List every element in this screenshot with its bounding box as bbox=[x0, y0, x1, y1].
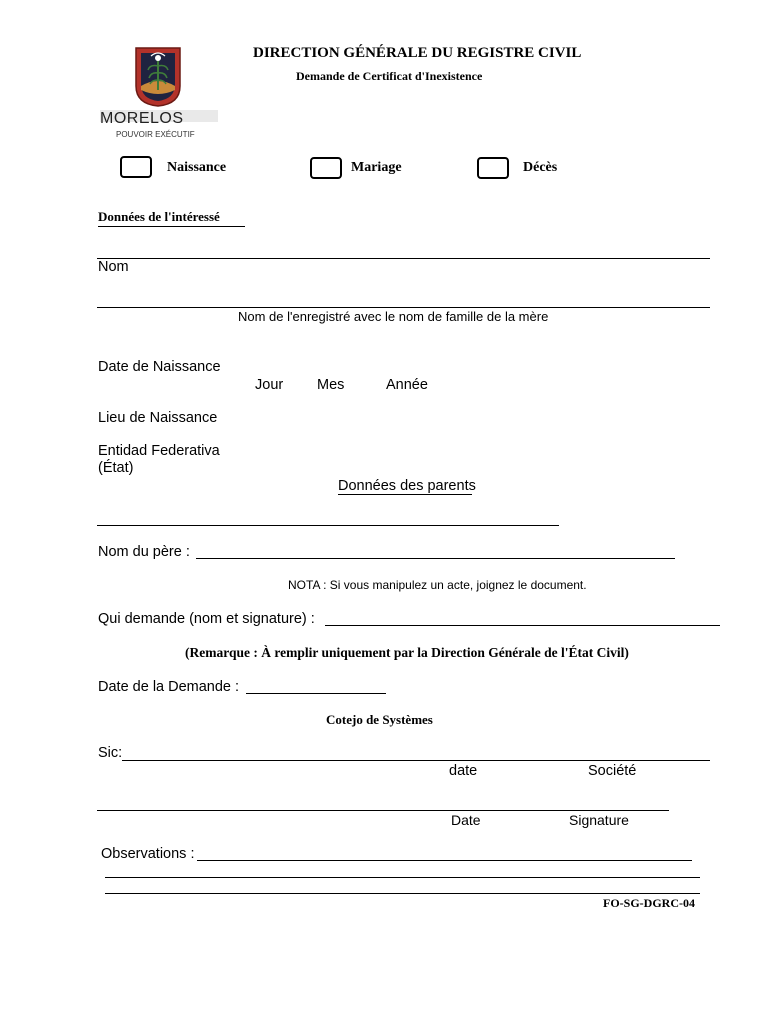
nom-mere-input-line[interactable] bbox=[97, 307, 710, 308]
page-subtitle: Demande de Certificat d'Inexistence bbox=[296, 69, 483, 83]
date-naissance-label: Date de Naissance bbox=[98, 359, 221, 375]
mariage-label: Mariage bbox=[351, 160, 402, 175]
nom-input-line[interactable] bbox=[97, 258, 710, 259]
entidad-label: Entidad Federativa bbox=[98, 443, 220, 459]
mariage-checkbox[interactable] bbox=[310, 157, 342, 179]
jour-label: Jour bbox=[255, 377, 284, 393]
mes-label: Mes bbox=[317, 377, 345, 393]
logo-subtitle: POUVOIR EXÉCUTIF bbox=[116, 130, 195, 139]
observations-input-line-2[interactable] bbox=[105, 877, 700, 878]
cotejo-title: Cotejo de Systèmes bbox=[326, 712, 433, 727]
sic-input-line[interactable] bbox=[122, 760, 710, 761]
sig-date-label: Date bbox=[451, 812, 481, 828]
sic-label: Sic: bbox=[98, 745, 123, 761]
observations-label: Observations : bbox=[101, 846, 195, 862]
observations-input-line-3[interactable] bbox=[105, 893, 700, 894]
section-interesse-text: Données de l'intéressé bbox=[98, 209, 220, 224]
coat-of-arms-icon bbox=[134, 46, 182, 108]
section-underline bbox=[98, 226, 245, 227]
pere-label: Nom du père : bbox=[98, 544, 190, 560]
naissance-checkbox[interactable] bbox=[120, 156, 152, 178]
demandeur-input-line[interactable] bbox=[325, 625, 720, 626]
form-code: FO-SG-DGRC-04 bbox=[603, 896, 695, 910]
observations-input-line-1[interactable] bbox=[197, 860, 692, 861]
date-demande-label: Date de la Demande : bbox=[98, 679, 240, 695]
morelos-logo bbox=[98, 44, 222, 140]
mere-input-line[interactable] bbox=[97, 525, 559, 526]
remarque-text: (Remarque : À remplir uniquement par la Direction Générale de l'État Civil) bbox=[185, 645, 629, 660]
logo-name: MORELOS bbox=[100, 110, 184, 127]
demandeur-label: Qui demande (nom et signature) : bbox=[98, 611, 315, 627]
nota-text: NOTA : Si vous manipulez un acte, joignez le document. bbox=[288, 578, 587, 592]
sig-signature-label: Signature bbox=[569, 812, 629, 828]
section-parents-heading: Données des parents bbox=[338, 478, 476, 494]
annee-label: Année bbox=[386, 377, 428, 393]
nom-hint: Nom de l'enregistré avec le nom de famille de la mère bbox=[238, 309, 549, 324]
nom-label: Nom bbox=[98, 259, 129, 275]
date-demande-input-line[interactable] bbox=[246, 693, 386, 694]
deces-checkbox[interactable] bbox=[477, 157, 509, 179]
pere-input-line[interactable] bbox=[196, 558, 675, 559]
sic-societe-label: Société bbox=[588, 763, 637, 779]
parents-underline bbox=[338, 494, 472, 495]
section-interesse-heading bbox=[98, 209, 220, 225]
etat-label: (État) bbox=[98, 460, 134, 476]
signature-input-line[interactable] bbox=[97, 810, 669, 811]
lieu-naissance-label: Lieu de Naissance bbox=[98, 410, 218, 426]
deces-label: Décès bbox=[523, 160, 558, 175]
sic-date-label: date bbox=[449, 763, 478, 779]
naissance-label: Naissance bbox=[167, 160, 227, 175]
page-title: DIRECTION GÉNÉRALE DU REGISTRE CIVIL bbox=[253, 45, 582, 61]
